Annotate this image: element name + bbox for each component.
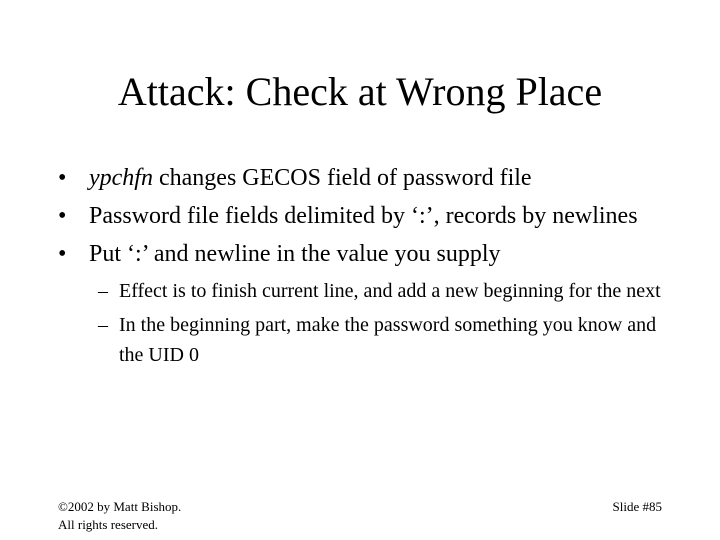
bullet-text: changes GECOS field of password file (152, 165, 532, 191)
bullet-list (58, 162, 678, 374)
bullet-marker: • (58, 241, 67, 267)
bullet-item-ypchfn (58, 162, 678, 195)
sub-bullet-marker: – (98, 280, 108, 302)
bullet-item-put-colon (58, 238, 678, 271)
bullet-marker: • (58, 165, 67, 191)
copyright-line: ©2002 by Matt Bishop. (58, 499, 182, 514)
bullet-text: Put ‘:’ and newline in the value you supply (89, 241, 501, 267)
footer-copyright (58, 498, 181, 534)
command-name: ypchfn (89, 165, 153, 191)
sub-bullet-text: In the beginning part, make the password something you know and the UID 0 (119, 314, 657, 366)
rights-line: All rights reserved. (58, 517, 159, 532)
bullet-item-delimiters (58, 200, 678, 233)
slide-title: Attack: Check at Wrong Place (117, 69, 603, 114)
sub-bullet-effect (98, 276, 678, 306)
slide-number: Slide #85 (612, 499, 662, 514)
bullet-marker: • (58, 203, 67, 229)
sub-bullet-beginning-part (98, 310, 678, 370)
bullet-text: Password file fields delimited by ‘:’, records by newlines (89, 203, 638, 229)
sub-bullet-text: Effect is to finish current line, and add a new beginning for the next (119, 280, 661, 302)
sub-bullet-marker: – (98, 314, 108, 336)
